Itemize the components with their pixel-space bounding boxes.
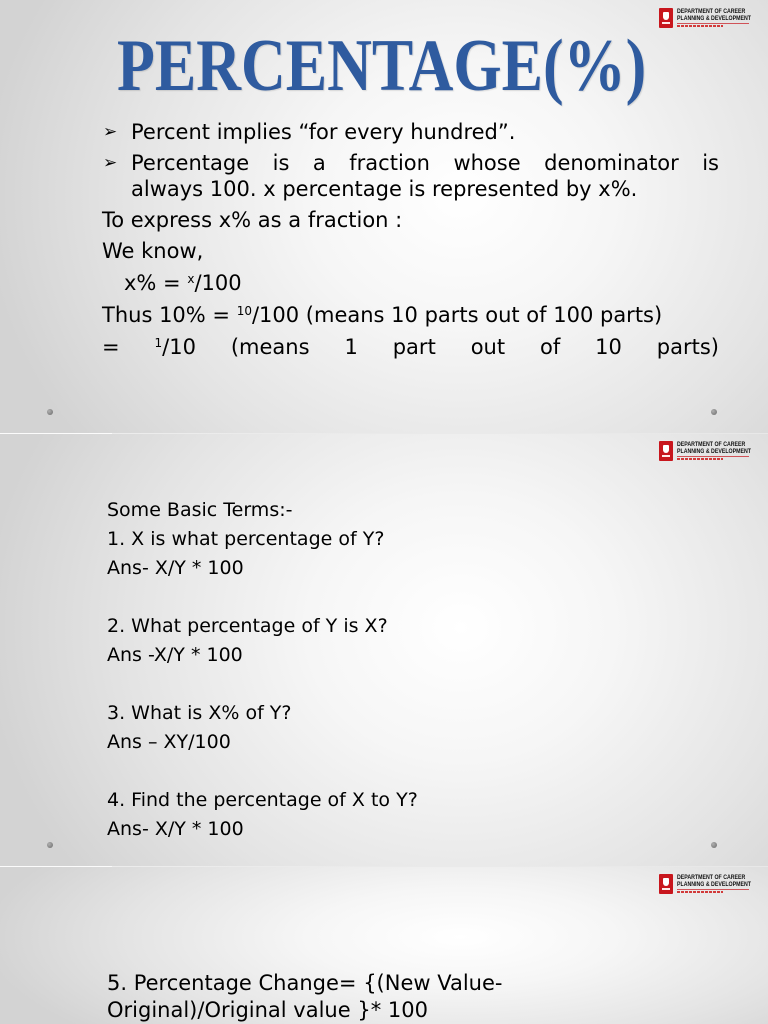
slide-divider	[0, 433, 768, 434]
slide-1	[0, 0, 768, 433]
formula-line-2: Original)/Original value }* 100	[107, 998, 428, 1022]
example-1-superscript: 10	[236, 304, 252, 318]
slide-2	[0, 433, 768, 866]
logo-line-2: PLANNING & DEVELOPMENT	[677, 15, 751, 22]
term-item	[107, 525, 418, 583]
we-know-text: We know,	[102, 239, 204, 263]
formula-line	[124, 271, 242, 296]
express-text: To express x% as a fraction :	[102, 208, 403, 232]
formula-prefix: x% =	[124, 271, 188, 295]
basic-terms-list	[107, 496, 418, 844]
logo-divider	[677, 456, 749, 457]
basic-terms-heading: Some Basic Terms:-	[107, 499, 293, 521]
department-logo	[658, 8, 762, 30]
example-1-line	[102, 303, 662, 328]
department-logo	[658, 441, 762, 463]
bullet-2-line-1: Percentage is a fraction whose denominator is	[131, 151, 719, 175]
formula-superscript: x	[187, 272, 195, 286]
term-question: 3. What is X% of Y?	[107, 702, 292, 724]
percentage-change-formula	[107, 970, 502, 1024]
term-answer: Ans- X/Y * 100	[107, 818, 244, 840]
slide-marker-dot	[47, 842, 53, 848]
term-item	[107, 699, 418, 757]
bullet-2-line-2: always 100. x percentage is represented by x%.	[131, 177, 638, 201]
term-item	[107, 786, 418, 844]
logo-line-1: DEPARTMENT OF CAREER	[677, 874, 746, 881]
logo-divider	[677, 23, 749, 24]
example-2-line	[102, 335, 719, 360]
slide-marker-dot	[711, 842, 717, 848]
slide-marker-dot	[711, 409, 717, 415]
logo-divider	[677, 889, 749, 890]
emblem-icon	[659, 441, 673, 461]
term-item	[107, 612, 418, 670]
logo-tagline-mark	[677, 458, 723, 460]
term-answer: Ans – XY/100	[107, 731, 231, 753]
example-1-suffix: /100 (means 10 parts out of 100 parts)	[251, 303, 663, 327]
emblem-icon	[659, 874, 673, 894]
example-2-suffix: /10 (means 1 part out of 10 parts)	[162, 335, 719, 359]
term-answer: Ans -X/Y * 100	[107, 644, 243, 666]
bullet-1-text: Percent implies “for every hundred”.	[131, 120, 516, 144]
logo-line-2: PLANNING & DEVELOPMENT	[677, 881, 751, 888]
example-2-prefix: =	[102, 335, 155, 359]
logo-line-1: DEPARTMENT OF CAREER	[677, 8, 746, 15]
term-question: 4. Find the percentage of X to Y?	[107, 789, 418, 811]
logo-line-2: PLANNING & DEVELOPMENT	[677, 448, 751, 455]
arrow-bullet-icon: ➢	[103, 153, 118, 173]
formula-line-1: 5. Percentage Change= {(New Value-	[107, 971, 503, 995]
logo-tagline-mark	[677, 25, 723, 27]
logo-tagline-mark	[677, 891, 723, 893]
slide-divider	[0, 866, 768, 867]
term-question: 1. X is what percentage of Y?	[107, 528, 385, 550]
term-answer: Ans- X/Y * 100	[107, 557, 244, 579]
term-question: 2. What percentage of Y is X?	[107, 615, 388, 637]
department-logo	[658, 874, 762, 896]
formula-suffix: /100	[194, 271, 242, 295]
example-2-superscript: 1	[154, 336, 163, 350]
slide-3	[0, 866, 768, 1024]
logo-line-1: DEPARTMENT OF CAREER	[677, 441, 746, 448]
arrow-bullet-icon: ➢	[103, 122, 118, 142]
slide-marker-dot	[47, 409, 53, 415]
emblem-icon	[659, 8, 673, 28]
slide-title: PERCENTAGE(%)	[117, 25, 647, 107]
example-1-prefix: Thus 10% =	[102, 303, 237, 327]
